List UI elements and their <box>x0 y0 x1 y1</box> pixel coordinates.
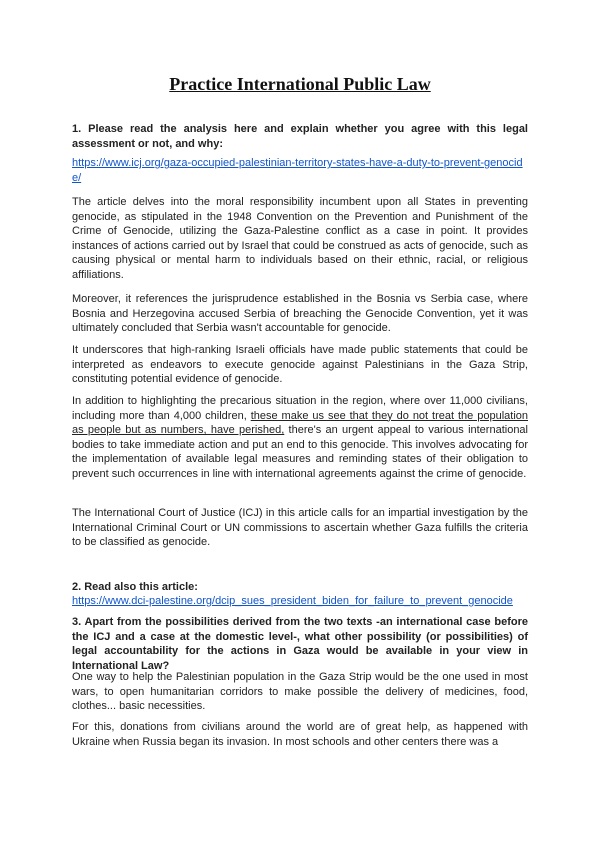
answer-1-paragraph-1: The article delves into the moral responsibility incumbent upon all States in preventing genocide, as stipulated in the 1948 Convention on the Prevention and Punishment of the Crime of Genocide, utilizing the Gaza-Palestine conflict as a case in point. It provides instances of actions carried out by Israel that could be construed as acts of genocide, such as causing physical or mental harm to individuals based on their ethnic, racial, or religious affiliations. <box>72 196 528 281</box>
question-2-link-paragraph <box>72 594 528 609</box>
dci-palestine-article-link[interactable]: https://www.dci-palestine.org/dcip_sues_president_biden_for_failure_to_prevent_genocide <box>72 595 513 607</box>
answer-1-paragraph-2: Moreover, it references the jurisprudence established in the Bosnia vs Serbia case, where Bosnia and Herzegovina accused Serbia of breaching the Genocide Convention, yet it was ultimately concluded that Serbia wasn't accountable for genocide. <box>72 293 528 334</box>
paragraph-4-text-end: there's an urgent appeal to various international bodies to take immediate action and put an end to this genocide. This involves advocating for the implementation of available legal measures and reminding states of their obligation to prevent such occurrences in line with international agreements against the crime of genocide. <box>72 424 528 480</box>
answer-1-paragraph-4 <box>72 394 528 481</box>
icj-article-link[interactable]: https://www.icj.org/gaza-occupied-palestinian-territory-states-have-a-duty-to-prevent-genocide/ <box>72 157 523 184</box>
answer-3-paragraph-1: One way to help the Palestinian population in the Gaza Strip would be the one used in most wars, to open humanitarian corridors to make possible the delivery of medicines, food, clothes... basic necessities. <box>72 671 528 712</box>
question-2-heading: 2. Read also this article: <box>72 581 198 593</box>
page-title: Practice International Public Law <box>169 74 431 94</box>
paragraph-4-text-start: In addition to highlighting the precarious situation in the region, where over 11,000 civilians, including more than 4,000 children, <box>72 395 528 422</box>
question-3-heading: 3. Apart from the possibilities derived from the two texts -an international case before the ICJ and a case at the domestic level-, what other possibility (or possibilities) of legal accountability for the actions in Gaza would be available in your view in International Law? <box>72 616 528 672</box>
paragraph-4-underlined-text: these make us see that they do not treat the population as people but as numbers, have perished, <box>72 409 528 436</box>
answer-3-paragraph-2: For this, donations from civilians around the world are of great help, as happened with Ukraine when Russia began its invasion. In most schools and other centers there was a <box>72 721 528 748</box>
question-1-link-paragraph <box>72 156 528 185</box>
question-1-heading: 1. Please read the analysis here and explain whether you agree with this legal assessment or not, and why: <box>72 123 528 150</box>
answer-1-paragraph-5: The International Court of Justice (ICJ) in this article calls for an impartial investigation by the International Criminal Court or UN commissions to ascertain whether Gaza fulfills the criteria to be classified as genocide. <box>72 507 528 548</box>
answer-1-paragraph-3: It underscores that high-ranking Israeli officials have made public statements that could be interpreted as endeavors to execute genocide against Palestinians in the Gaza Strip, constituting potential evidence of genocide. <box>72 344 528 385</box>
